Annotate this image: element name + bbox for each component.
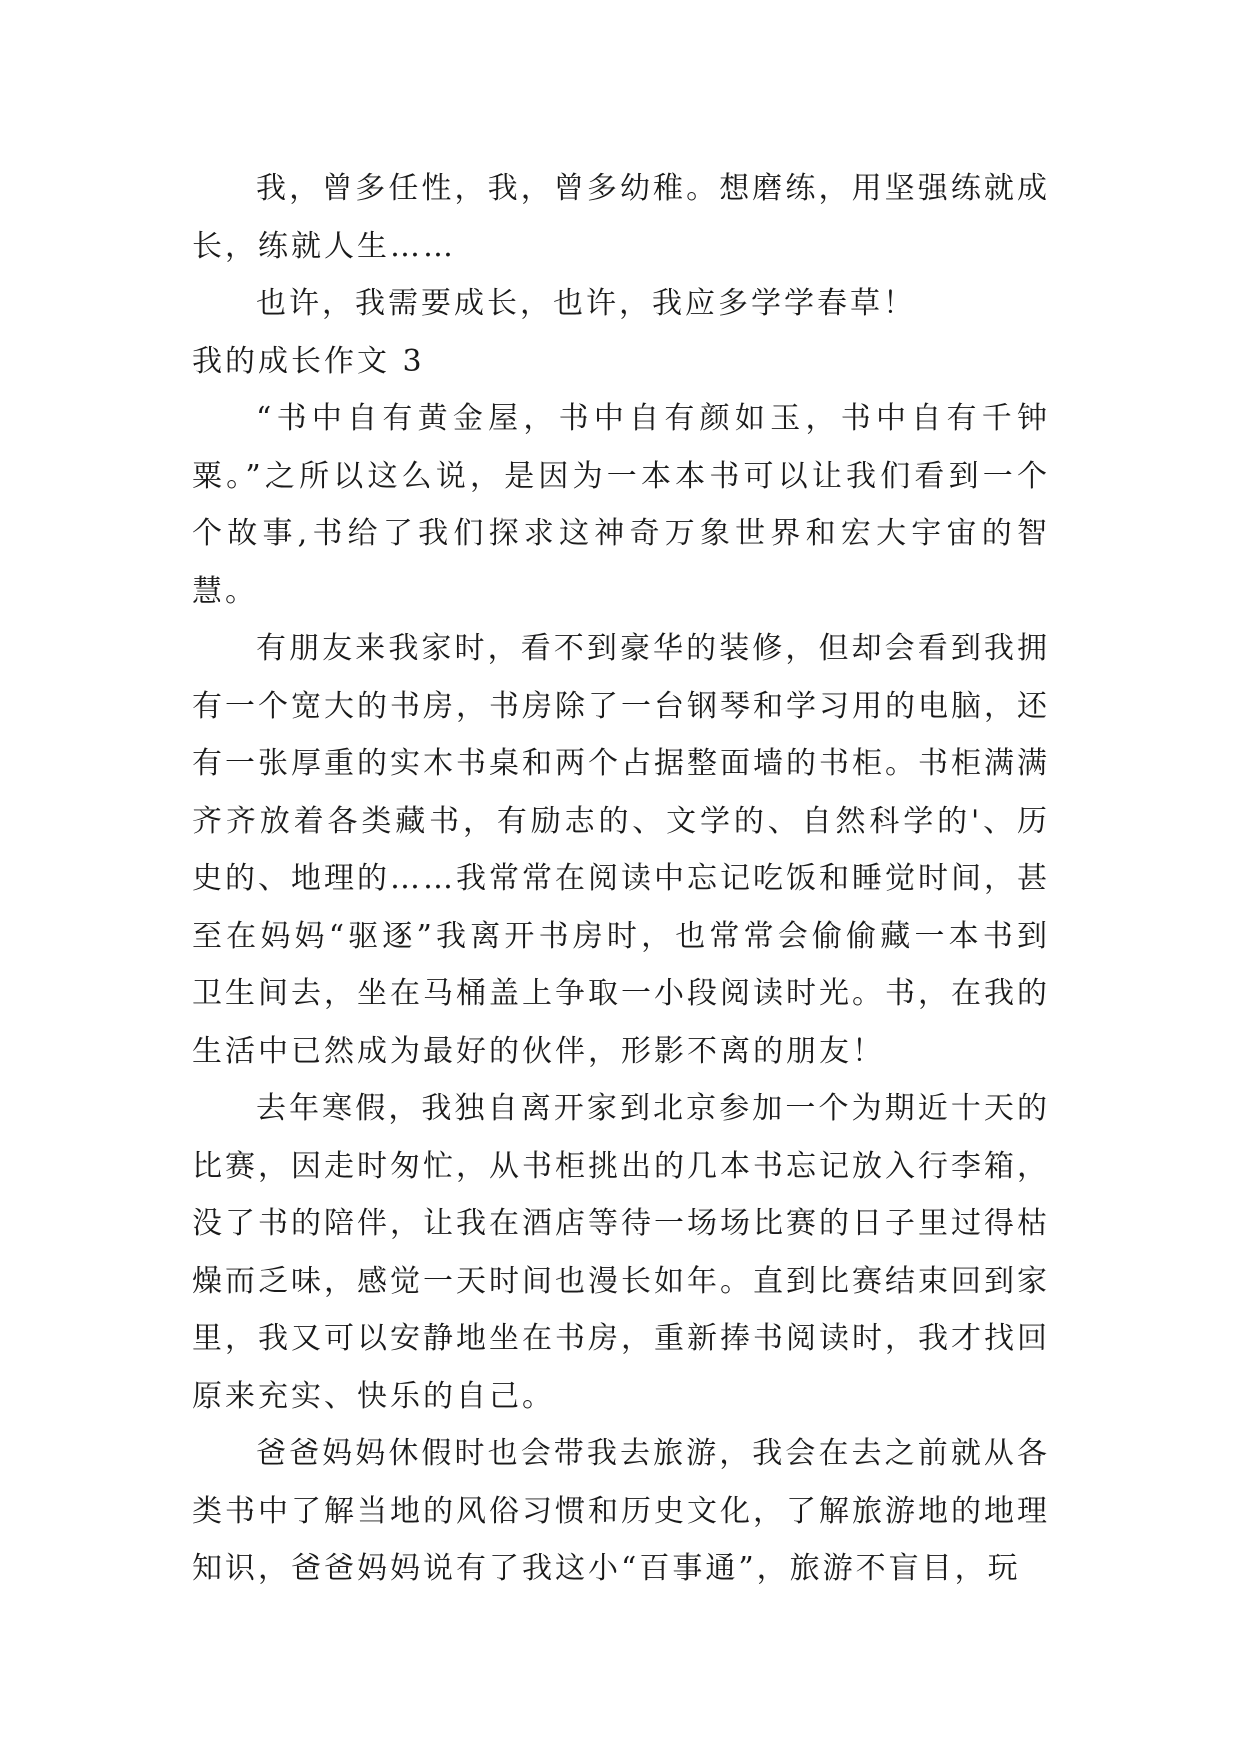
document-body xyxy=(192,160,1050,1598)
section-paragraph-1: “书中自有黄金屋，书中自有颜如玉，书中自有千钟粟。”之所以这么说，是因为一本本书可以让我们看到一个个故事,书给了我们探求这神奇万象世界和宏大宇宙的智慧。 xyxy=(192,401,1050,609)
section-paragraph-3: 去年寒假，我独自离开家到北京参加一个为期近十天的比赛，因走时匆忙，从书柜挑出的几本书忘记放入行李箱，没了书的陪伴，让我在酒店等待一场场比赛的日子里过得枯燥而乏味，感觉一天时间也漫长如年。直到比赛结束回到家里，我又可以安静地坐在书房，重新捧书阅读时，我才找回原来充实、快乐的自己。 xyxy=(192,1091,1050,1414)
section-paragraph-2: 有朋友来我家时，看不到豪华的装修，但却会看到我拥有一个宽大的书房，书房除了一台钢琴和学习用的电脑，还有一张厚重的实木书桌和两个占据整面墙的书柜。书柜满满齐齐放着各类藏书，有励志的、文学的、自然科学的'、历史的、地理的……我常常在阅读中忘记吃饭和睡觉时间，甚至在妈妈“驱逐”我离开书房时，也常常会偷偷藏一本书到卫生间去，坐在马桶盖上争取一小段阅读时光。书，在我的生活中已然成为最好的伙伴，形影不离的朋友！ xyxy=(192,631,1050,1069)
paragraph-1: 我，曾多任性，我，曾多幼稚。想磨练，用坚强练就成长，练就人生…… xyxy=(192,171,1050,264)
section-paragraph-4: 爸爸妈妈休假时也会带我去旅游，我会在去之前就从各类书中了解当地的风俗习惯和历史文化，了解旅游地的地理知识，爸爸妈妈说有了我这小“百事通”，旅游不盲目，玩 xyxy=(192,1436,1050,1586)
paragraph-2: 也许，我需要成长，也许，我应多学学春草！ xyxy=(256,286,916,321)
section-title: 我的成长作文 3 xyxy=(192,343,425,379)
